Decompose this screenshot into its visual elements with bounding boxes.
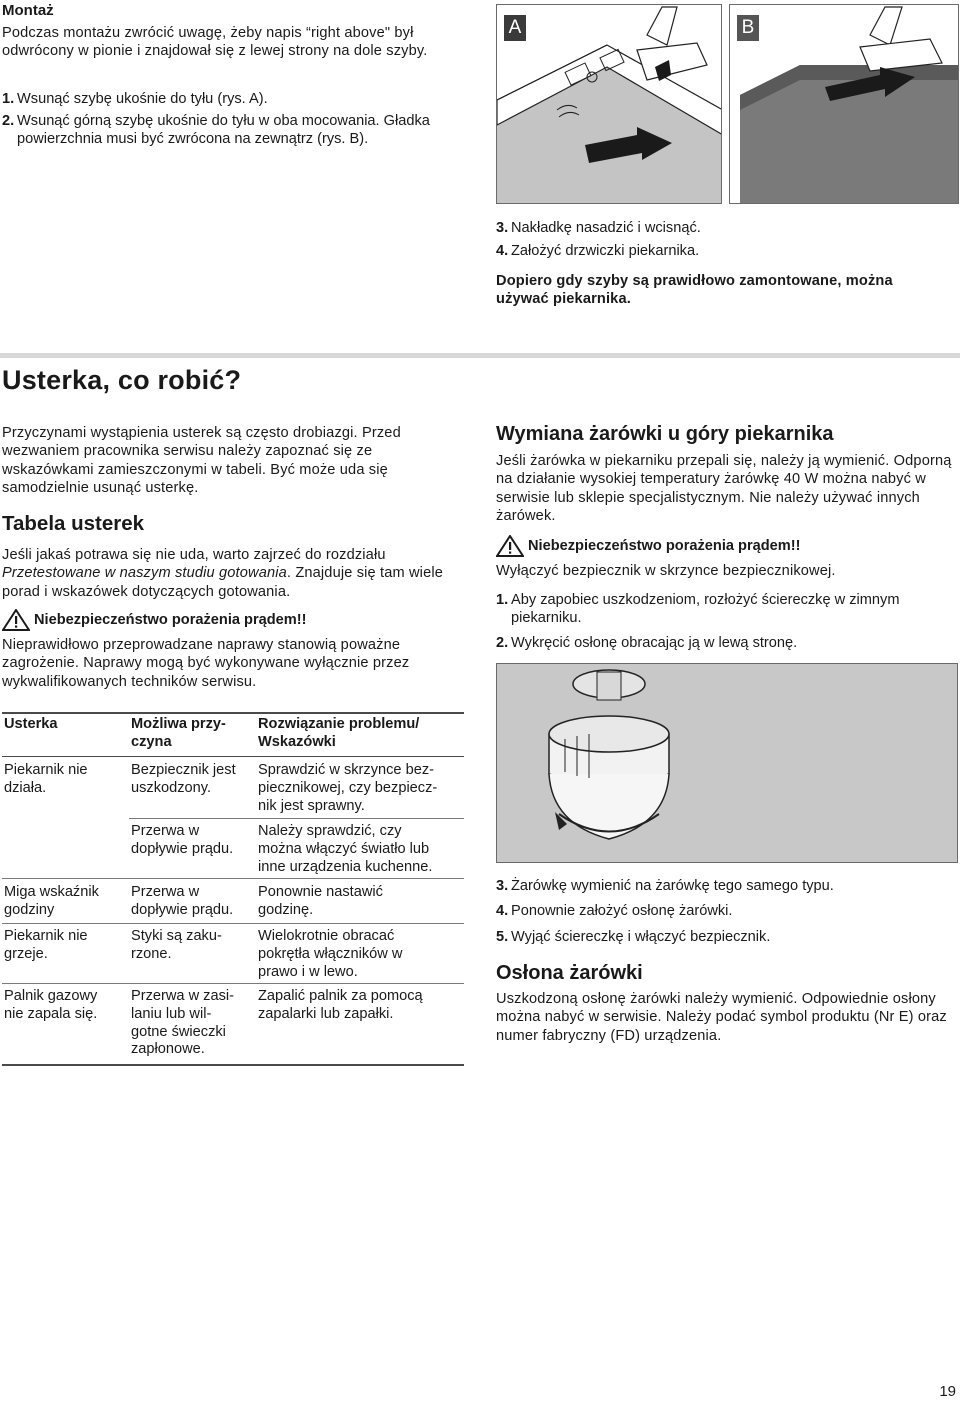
table-row-1-przyczyna: Bezpiecznik jest uszkodzony. [131, 762, 236, 796]
figure-a-illustration [497, 5, 722, 204]
usterka-intro: Przyczynami wystąpienia usterek są często drobiazgi. Przed wezwaniem pracownika serwisu należy zapoznać się ze wskazówkami zamieszczonymi w tabeli. Być może uda się samodzielnie usunąć usterkę. [2, 425, 401, 497]
figure-b-illustration [730, 5, 959, 204]
table-row-2-przyczyna: Przerwa w dopływie prądu. [131, 823, 234, 857]
table-top-rule [2, 712, 464, 714]
figure-a [496, 4, 722, 204]
oslona-text: Uszkodzoną osłonę żarówki należy wymienić. Odpowiednie osłony można nabyć w serwisie. Należy podać symbol produktu (Nr E) oraz numer fabryczny (FD) urządzenia. [496, 991, 947, 1044]
section-divider [0, 353, 960, 358]
table-row-3-usterka: Miga wskaźnik godziny [4, 884, 99, 918]
table-row-4-usterka: Piekarnik nie grzeje. [4, 928, 88, 962]
table-row-5-przyczyna: Przerwa w zasi- laniu lub wil- gotne świeczki zapłonowe. [131, 988, 234, 1058]
wymiana-step-1: 1. Aby zapobiec uszkodzeniom, rozłożyć ściereczkę w zimnym piekarniku. [496, 592, 900, 627]
table-header-przyczyna: Możliwa przy- czyna [131, 716, 226, 750]
figure-a-label: A [504, 15, 526, 41]
usterka-warning-title: Niebezpieczeństwo porażenia prądem!! [2, 611, 464, 631]
table-row-rule [129, 818, 464, 819]
table-row-5-usterka: Palnik gazowy nie zapala się. [4, 988, 98, 1022]
figure-b-label: B [737, 15, 759, 41]
figure-b [729, 4, 959, 204]
usterka-heading: Usterka, co robić? [2, 365, 242, 395]
montaz-note: Dopiero gdy szyby są prawidłowo zamontowane, można używać piekarnika. [496, 273, 893, 308]
table-row-3-przyczyna: Przerwa w dopływie prądu. [131, 884, 234, 918]
table-row-1-usterka: Piekarnik nie działa. [4, 762, 88, 796]
table-row-2-rozwiazanie: Należy sprawdzić, czy można włączyć światło lub inne urządzenia kuchenne. [258, 823, 433, 875]
montaz-heading: Montaż [2, 2, 54, 19]
table-bottom-rule [2, 1064, 464, 1066]
table-header-rozwiazanie: Rozwiązanie problemu/ Wskazówki [258, 716, 420, 750]
oslona-heading: Osłona żarówki [496, 962, 643, 984]
table-header-usterka: Usterka [4, 716, 58, 732]
wymiana-warning-text: Wyłączyć bezpiecznik w skrzynce bezpiecznikowej. [496, 563, 836, 579]
warning-icon [496, 535, 524, 557]
bulb-cover-figure [496, 663, 958, 863]
table-row-1-rozwiazanie: Sprawdzić w skrzynce bez- piecznikowej, czy bezpiecz- nik jest sprawny. [258, 762, 438, 814]
wymiana-intro: Jeśli żarówka w piekarniku przepali się, należy ją wymienić. Odporną na działanie wysokiej temperatury żarówkę 40 W można nabyć w serwisie lub sklepie specjalistycznym. Nie należy używać innych żarówek. [496, 453, 952, 525]
tabela-intro: Jeśli jakaś potrawa się nie uda, warto zajrzeć do rozdziału Przetestowane w naszym studiu gotowania. Znajduje się tam wiele porad i wskazówek dotyczących gotowania. [2, 547, 443, 600]
table-row-3-rozwiazanie: Ponownie nastawić godzinę. [258, 884, 383, 918]
table-row-rule [2, 923, 464, 924]
table-header-rule [2, 756, 464, 757]
tabela-heading: Tabela usterek [2, 512, 145, 535]
table-row-5-rozwiazanie: Zapalić palnik za pomocą zapalarki lub zapałki. [258, 988, 423, 1022]
table-row-4-przyczyna: Styki są zaku- rzone. [131, 928, 222, 962]
wymiana-heading: Wymiana żarówki u góry piekarnika [496, 423, 834, 445]
bulb-cover-illustration [497, 664, 958, 863]
table-row-rule [2, 878, 464, 879]
wymiana-warning-title: Niebezpieczeństwo porażenia prądem!! [496, 537, 956, 557]
table-row-rule [2, 983, 464, 984]
page-number: 19 [939, 1383, 956, 1400]
table-row-4-rozwiazanie: Wielokrotnie obracać pokrętła włączników w prawo i w lewo. [258, 928, 403, 980]
usterka-warning-text: Nieprawidłowo przeprowadzane naprawy stanowią poważne zagrożenie. Naprawy mogą być wykonywane wyłącznie przez wykwalifikowanych techników serwisu. [2, 637, 410, 690]
montaz-intro: Podczas montażu zwrócić uwagę, żeby napis “right above" był odwrócony w pionie i znajdował się z lewej strony na dole szyby. [2, 25, 428, 60]
warning-icon [2, 609, 30, 631]
